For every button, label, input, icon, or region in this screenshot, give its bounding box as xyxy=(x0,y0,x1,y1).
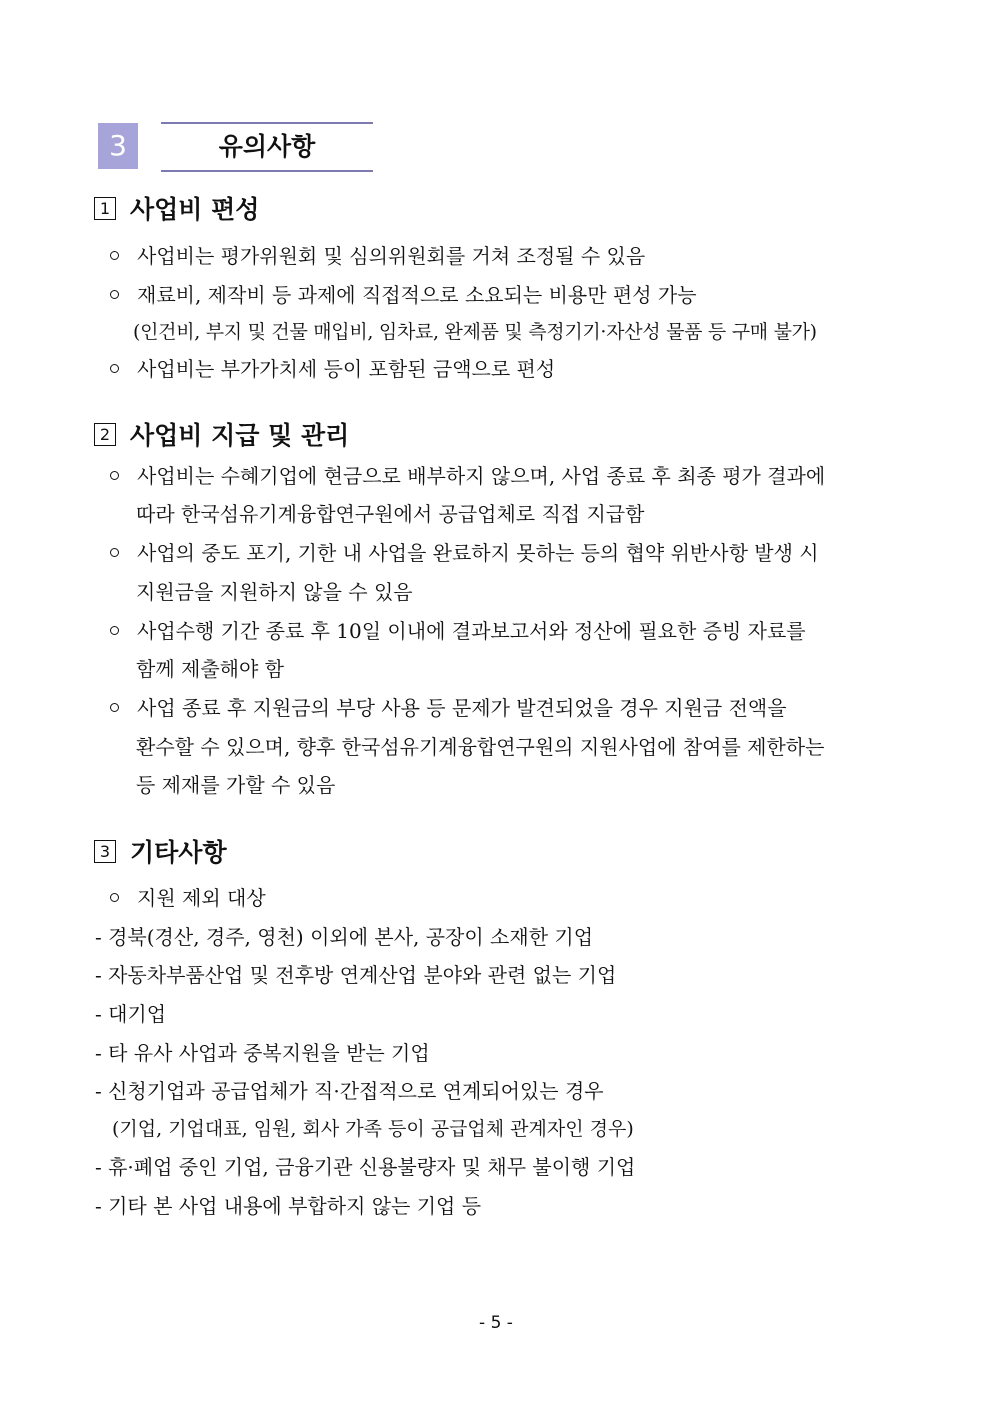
dash-item: - 경북(경산, 경주, 영천) 이외에 본사, 공장이 소재한 기업 xyxy=(95,925,594,949)
dash-item: - 자동차부품산업 및 전후방 연계산업 분야와 관련 없는 기업 xyxy=(95,963,617,987)
dash-item: - 휴·폐업 중인 기업, 금융기관 신용불량자 및 채무 불이행 기업 xyxy=(95,1155,636,1179)
page-number: - 5 - xyxy=(479,1313,513,1333)
subsection-number-box: 1 xyxy=(94,197,116,220)
circle-bullet-icon xyxy=(110,251,119,260)
circle-bullet-icon xyxy=(110,703,119,712)
bullet-continuation: 함께 제출해야 함 xyxy=(136,657,284,681)
bullet-item: 사업비는 수혜기업에 현금으로 배부하지 않으며, 사업 종료 후 최종 평가 결과에 xyxy=(110,462,825,490)
note-line: (인건비, 부지 및 건물 매입비, 임차료, 완제품 및 측정기기·자산성 물품 등 구매 불가) xyxy=(133,321,817,343)
bullet-item: 사업수행 기간 종료 후 10일 이내에 결과보고서와 정산에 필요한 증빙 자료를 xyxy=(110,617,806,645)
dash-item: - 신청기업과 공급업체가 직·간접적으로 연계되어있는 경우 xyxy=(95,1079,604,1103)
circle-bullet-icon xyxy=(110,893,119,902)
circle-bullet-icon xyxy=(110,290,119,299)
subsection-1-heading xyxy=(94,190,259,226)
subsection-3-heading xyxy=(94,833,227,869)
subsection-title: 사업비 지급 및 관리 xyxy=(130,421,350,450)
circle-bullet-icon xyxy=(110,548,119,557)
bullet-item: 재료비, 제작비 등 과제에 직접적으로 소요되는 비용만 편성 가능 xyxy=(110,281,697,309)
dash-item: - 대기업 xyxy=(95,1002,167,1026)
circle-bullet-icon xyxy=(110,364,119,373)
section-title: 유의사항 xyxy=(161,122,373,172)
bullet-continuation: 지원금을 지원하지 않을 수 있음 xyxy=(136,580,413,604)
bullet-item: 지원 제외 대상 xyxy=(110,884,266,912)
bullet-continuation: 등 제재를 가할 수 있음 xyxy=(136,773,336,797)
subsection-2-heading xyxy=(94,416,349,452)
dash-item: - 기타 본 사업 내용에 부합하지 않는 기업 등 xyxy=(95,1194,482,1218)
subsection-title: 사업비 편성 xyxy=(130,195,260,224)
dash-item: - 타 유사 사업과 중복지원을 받는 기업 xyxy=(95,1041,430,1065)
bullet-continuation: 따라 한국섬유기계융합연구원에서 공급업체로 직접 지급함 xyxy=(136,502,645,526)
bullet-item: 사업의 중도 포기, 기한 내 사업을 완료하지 못하는 등의 협약 위반사항 발생 시 xyxy=(110,539,819,567)
bullet-item: 사업비는 부가가치세 등이 포함된 금액으로 편성 xyxy=(110,355,555,383)
subsection-number-box: 3 xyxy=(94,840,116,863)
note-line: (기업, 기업대표, 임원, 회사 가족 등이 공급업체 관계자인 경우) xyxy=(112,1118,634,1140)
circle-bullet-icon xyxy=(110,471,119,480)
bullet-item: 사업비는 평가위원회 및 심의위원회를 거쳐 조정될 수 있음 xyxy=(110,242,645,270)
subsection-number-box: 2 xyxy=(94,423,116,446)
section-number-badge: 3 xyxy=(98,123,138,169)
subsection-title: 기타사항 xyxy=(130,838,227,867)
bullet-continuation: 환수할 수 있으며, 향후 한국섬유기계융합연구원의 지원사업에 참여를 제한하는 xyxy=(136,735,825,759)
circle-bullet-icon xyxy=(110,626,119,635)
bullet-item: 사업 종료 후 지원금의 부당 사용 등 문제가 발견되었을 경우 지원금 전액을 xyxy=(110,694,787,722)
